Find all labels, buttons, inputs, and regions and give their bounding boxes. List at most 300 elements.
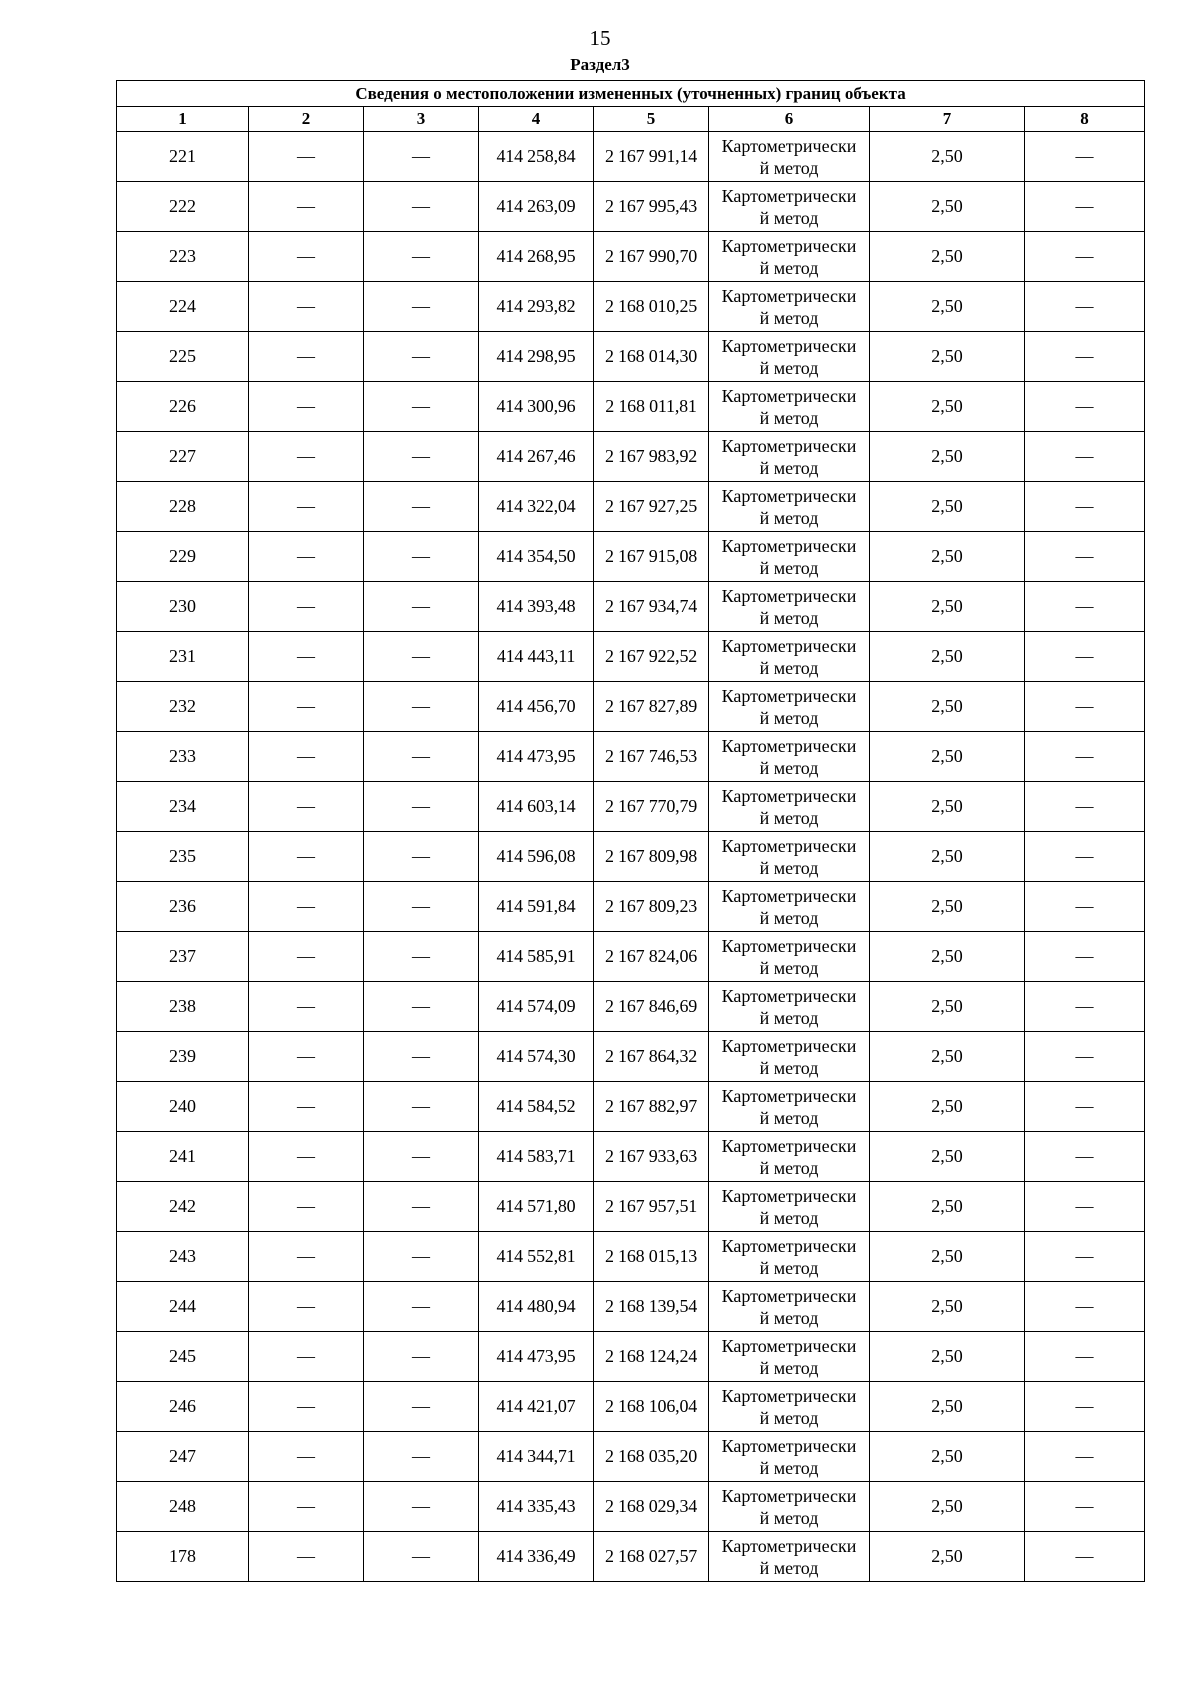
method-text-line-1: Картометрически <box>721 685 857 706</box>
coordinate-x-cell: 414 574,30 <box>479 1032 594 1082</box>
column-8-cell: — <box>1025 1382 1145 1432</box>
point-number-cell: 234 <box>117 782 249 832</box>
accuracy-cell: 2,50 <box>870 332 1025 382</box>
column-2-cell: — <box>249 882 364 932</box>
column-2-cell: — <box>249 632 364 682</box>
coordinate-x-cell: 414 344,71 <box>479 1432 594 1482</box>
method-text-line-1: Картометрически <box>721 1285 857 1306</box>
coordinate-y-cell: 2 167 882,97 <box>594 1082 709 1132</box>
coordinate-y-cell: 2 168 106,04 <box>594 1382 709 1432</box>
method-text-line-2: й метод <box>759 707 819 728</box>
coordinate-x-cell: 414 596,08 <box>479 832 594 882</box>
coordinate-y-cell: 2 167 927,25 <box>594 482 709 532</box>
accuracy-cell: 2,50 <box>870 1482 1025 1532</box>
method-text-line-1: Картометрически <box>721 485 857 506</box>
accuracy-cell: 2,50 <box>870 932 1025 982</box>
method-cell <box>709 732 870 782</box>
accuracy-cell: 2,50 <box>870 982 1025 1032</box>
column-8-cell: — <box>1025 782 1145 832</box>
method-text-line-1: Картометрически <box>721 135 857 156</box>
table-row <box>117 582 1145 632</box>
coordinate-y-cell: 2 167 864,32 <box>594 1032 709 1082</box>
method-text-line-2: й метод <box>759 457 819 478</box>
column-3-cell: — <box>364 1282 479 1332</box>
column-8-cell: — <box>1025 332 1145 382</box>
column-8-cell: — <box>1025 932 1145 982</box>
accuracy-cell: 2,50 <box>870 1432 1025 1482</box>
method-text-line-2: й метод <box>759 1207 819 1228</box>
coordinate-y-cell: 2 167 990,70 <box>594 232 709 282</box>
method-text-line-1: Картометрически <box>721 285 857 306</box>
method-text-line-1: Картометрически <box>721 385 857 406</box>
column-3-cell: — <box>364 882 479 932</box>
table-row <box>117 132 1145 182</box>
point-number-cell: 225 <box>117 332 249 382</box>
point-number-cell: 245 <box>117 1332 249 1382</box>
method-text-line-2: й метод <box>759 507 819 528</box>
accuracy-cell: 2,50 <box>870 232 1025 282</box>
method-cell <box>709 432 870 482</box>
point-number-cell: 233 <box>117 732 249 782</box>
column-2-cell: — <box>249 282 364 332</box>
method-cell <box>709 1032 870 1082</box>
method-text-line-1: Картометрически <box>721 1435 857 1456</box>
table-row <box>117 382 1145 432</box>
column-2-cell: — <box>249 782 364 832</box>
table-row <box>117 232 1145 282</box>
method-text-line-1: Картометрически <box>721 635 857 656</box>
column-8-cell: — <box>1025 232 1145 282</box>
accuracy-cell: 2,50 <box>870 832 1025 882</box>
method-text-line-2: й метод <box>759 257 819 278</box>
column-2-cell: — <box>249 532 364 582</box>
method-text-line-2: й метод <box>759 157 819 178</box>
accuracy-cell: 2,50 <box>870 1032 1025 1082</box>
coordinate-y-cell: 2 167 983,92 <box>594 432 709 482</box>
column-8-cell: — <box>1025 632 1145 682</box>
method-cell <box>709 332 870 382</box>
table-row <box>117 982 1145 1032</box>
point-number-cell: 240 <box>117 1082 249 1132</box>
column-2-cell: — <box>249 982 364 1032</box>
point-number-cell: 241 <box>117 1132 249 1182</box>
coordinate-x-cell: 414 421,07 <box>479 1382 594 1432</box>
method-cell <box>709 582 870 632</box>
coordinate-y-cell: 2 167 746,53 <box>594 732 709 782</box>
column-2-cell: — <box>249 1082 364 1132</box>
column-3-cell: — <box>364 332 479 382</box>
method-cell <box>709 1282 870 1332</box>
point-number-cell: 246 <box>117 1382 249 1432</box>
column-8-cell: — <box>1025 532 1145 582</box>
column-8-cell: — <box>1025 1032 1145 1082</box>
column-8-cell: — <box>1025 1232 1145 1282</box>
point-number-cell: 228 <box>117 482 249 532</box>
method-text-line-2: й метод <box>759 607 819 628</box>
method-text-line-1: Картометрически <box>721 1335 857 1356</box>
point-number-cell: 227 <box>117 432 249 482</box>
method-text-line-2: й метод <box>759 407 819 428</box>
coordinate-x-cell: 414 268,95 <box>479 232 594 282</box>
point-number-cell: 178 <box>117 1532 249 1582</box>
column-3-cell: — <box>364 1182 479 1232</box>
column-2-cell: — <box>249 1332 364 1382</box>
table-body <box>117 132 1145 1582</box>
coordinate-x-cell: 414 571,80 <box>479 1182 594 1232</box>
method-text-line-1: Картометрически <box>721 1485 857 1506</box>
column-2-cell: — <box>249 232 364 282</box>
column-2-cell: — <box>249 382 364 432</box>
method-text-line-1: Картометрически <box>721 185 857 206</box>
column-8-cell: — <box>1025 1082 1145 1132</box>
table-row <box>117 1382 1145 1432</box>
column-number-header: 3 <box>364 107 479 132</box>
column-8-cell: — <box>1025 1432 1145 1482</box>
method-text-line-2: й метод <box>759 557 819 578</box>
column-8-cell: — <box>1025 1332 1145 1382</box>
coordinate-y-cell: 2 167 827,89 <box>594 682 709 732</box>
coordinate-x-cell: 414 585,91 <box>479 932 594 982</box>
table-row <box>117 332 1145 382</box>
boundary-coordinates-table <box>116 80 1145 1582</box>
table-row <box>117 432 1145 482</box>
coordinate-y-cell: 2 167 933,63 <box>594 1132 709 1182</box>
table-row <box>117 1532 1145 1582</box>
coordinate-x-cell: 414 322,04 <box>479 482 594 532</box>
accuracy-cell: 2,50 <box>870 782 1025 832</box>
point-number-cell: 242 <box>117 1182 249 1232</box>
method-text-line-1: Картометрически <box>721 1235 857 1256</box>
method-text-line-2: й метод <box>759 1257 819 1278</box>
method-text-line-2: й метод <box>759 207 819 228</box>
coordinate-x-cell: 414 293,82 <box>479 282 594 332</box>
method-text-line-1: Картометрически <box>721 985 857 1006</box>
column-8-cell: — <box>1025 482 1145 532</box>
column-8-cell: — <box>1025 382 1145 432</box>
method-text-line-2: й метод <box>759 1307 819 1328</box>
table-row <box>117 482 1145 532</box>
method-cell <box>709 982 870 1032</box>
point-number-cell: 230 <box>117 582 249 632</box>
point-number-cell: 236 <box>117 882 249 932</box>
method-text-line-2: й метод <box>759 357 819 378</box>
table-row <box>117 1282 1145 1332</box>
accuracy-cell: 2,50 <box>870 1232 1025 1282</box>
method-text-line-1: Картометрически <box>721 885 857 906</box>
method-cell <box>709 1082 870 1132</box>
column-number-header: 5 <box>594 107 709 132</box>
method-cell <box>709 132 870 182</box>
point-number-cell: 247 <box>117 1432 249 1482</box>
accuracy-cell: 2,50 <box>870 282 1025 332</box>
method-text-line-1: Картометрически <box>721 1535 857 1556</box>
column-3-cell: — <box>364 1132 479 1182</box>
column-3-cell: — <box>364 932 479 982</box>
page-number: 15 <box>589 26 611 50</box>
coordinate-y-cell: 2 168 124,24 <box>594 1332 709 1382</box>
column-3-cell: — <box>364 1032 479 1082</box>
column-2-cell: — <box>249 1282 364 1332</box>
column-3-cell: — <box>364 282 479 332</box>
coordinate-y-cell: 2 167 915,08 <box>594 532 709 582</box>
method-text-line-2: й метод <box>759 1357 819 1378</box>
accuracy-cell: 2,50 <box>870 632 1025 682</box>
method-cell <box>709 1382 870 1432</box>
point-number-cell: 244 <box>117 1282 249 1332</box>
coordinate-x-cell: 414 267,46 <box>479 432 594 482</box>
method-text-line-1: Картометрически <box>721 235 857 256</box>
column-2-cell: — <box>249 932 364 982</box>
column-2-cell: — <box>249 132 364 182</box>
coordinate-y-cell: 2 167 991,14 <box>594 132 709 182</box>
coordinate-x-cell: 414 473,95 <box>479 1332 594 1382</box>
table-row <box>117 1232 1145 1282</box>
table-row <box>117 1182 1145 1232</box>
column-number-header: 1 <box>117 107 249 132</box>
method-text-line-1: Картометрически <box>721 935 857 956</box>
table-row <box>117 682 1145 732</box>
coordinate-x-cell: 414 584,52 <box>479 1082 594 1132</box>
column-3-cell: — <box>364 232 479 282</box>
method-text-line-2: й метод <box>759 1407 819 1428</box>
method-text-line-2: й метод <box>759 807 819 828</box>
method-cell <box>709 632 870 682</box>
column-2-cell: — <box>249 1182 364 1232</box>
table-row <box>117 782 1145 832</box>
point-number-cell: 248 <box>117 1482 249 1532</box>
column-2-cell: — <box>249 1132 364 1182</box>
column-2-cell: — <box>249 1482 364 1532</box>
column-3-cell: — <box>364 1382 479 1432</box>
point-number-cell: 231 <box>117 632 249 682</box>
method-text-line-2: й метод <box>759 1107 819 1128</box>
method-cell <box>709 1532 870 1582</box>
column-2-cell: — <box>249 1532 364 1582</box>
column-2-cell: — <box>249 182 364 232</box>
column-3-cell: — <box>364 482 479 532</box>
point-number-cell: 224 <box>117 282 249 332</box>
coordinate-y-cell: 2 168 010,25 <box>594 282 709 332</box>
column-3-cell: — <box>364 132 479 182</box>
coordinate-y-cell: 2 167 995,43 <box>594 182 709 232</box>
column-2-cell: — <box>249 582 364 632</box>
accuracy-cell: 2,50 <box>870 1532 1025 1582</box>
column-2-cell: — <box>249 332 364 382</box>
column-3-cell: — <box>364 382 479 432</box>
coordinate-y-cell: 2 168 035,20 <box>594 1432 709 1482</box>
accuracy-cell: 2,50 <box>870 1282 1025 1332</box>
coordinate-x-cell: 414 335,43 <box>479 1482 594 1532</box>
coordinate-y-cell: 2 168 014,30 <box>594 332 709 382</box>
method-text-line-1: Картометрически <box>721 1185 857 1206</box>
point-number-cell: 238 <box>117 982 249 1032</box>
coordinate-x-cell: 414 300,96 <box>479 382 594 432</box>
coordinate-y-cell: 2 168 029,34 <box>594 1482 709 1532</box>
coordinate-y-cell: 2 167 934,74 <box>594 582 709 632</box>
method-text-line-1: Картометрически <box>721 335 857 356</box>
column-2-cell: — <box>249 682 364 732</box>
accuracy-cell: 2,50 <box>870 132 1025 182</box>
coordinate-y-cell: 2 167 922,52 <box>594 632 709 682</box>
table-row <box>117 1082 1145 1132</box>
method-text-line-2: й метод <box>759 1007 819 1028</box>
table-row <box>117 182 1145 232</box>
coordinate-x-cell: 414 336,49 <box>479 1532 594 1582</box>
table-row <box>117 932 1145 982</box>
method-text-line-2: й метод <box>759 307 819 328</box>
column-3-cell: — <box>364 1082 479 1132</box>
column-3-cell: — <box>364 432 479 482</box>
column-8-cell: — <box>1025 1482 1145 1532</box>
table-row <box>117 832 1145 882</box>
accuracy-cell: 2,50 <box>870 1382 1025 1432</box>
column-8-cell: — <box>1025 832 1145 882</box>
method-text-line-1: Картометрически <box>721 435 857 456</box>
column-3-cell: — <box>364 582 479 632</box>
point-number-cell: 235 <box>117 832 249 882</box>
method-cell <box>709 682 870 732</box>
coordinate-y-cell: 2 167 846,69 <box>594 982 709 1032</box>
table-row <box>117 882 1145 932</box>
column-number-header: 6 <box>709 107 870 132</box>
method-text-line-2: й метод <box>759 957 819 978</box>
method-cell <box>709 182 870 232</box>
table-row <box>117 1032 1145 1082</box>
method-cell <box>709 1482 870 1532</box>
column-3-cell: — <box>364 682 479 732</box>
method-cell <box>709 1432 870 1482</box>
accuracy-cell: 2,50 <box>870 432 1025 482</box>
point-number-cell: 239 <box>117 1032 249 1082</box>
accuracy-cell: 2,50 <box>870 1082 1025 1132</box>
coordinate-y-cell: 2 168 139,54 <box>594 1282 709 1332</box>
coordinate-x-cell: 414 456,70 <box>479 682 594 732</box>
column-2-cell: — <box>249 1232 364 1282</box>
table-row <box>117 1432 1145 1482</box>
column-number-header: 8 <box>1025 107 1145 132</box>
coordinate-x-cell: 414 298,95 <box>479 332 594 382</box>
coordinate-x-cell: 414 574,09 <box>479 982 594 1032</box>
coordinate-y-cell: 2 167 824,06 <box>594 932 709 982</box>
column-8-cell: — <box>1025 432 1145 482</box>
accuracy-cell: 2,50 <box>870 182 1025 232</box>
point-number-cell: 237 <box>117 932 249 982</box>
column-8-cell: — <box>1025 882 1145 932</box>
method-text-line-1: Картометрически <box>721 835 857 856</box>
method-cell <box>709 832 870 882</box>
coordinate-y-cell: 2 167 809,98 <box>594 832 709 882</box>
coordinate-y-cell: 2 168 011,81 <box>594 382 709 432</box>
method-text-line-1: Картометрически <box>721 1085 857 1106</box>
column-3-cell: — <box>364 732 479 782</box>
method-text-line-2: й метод <box>759 857 819 878</box>
coordinate-x-cell: 414 393,48 <box>479 582 594 632</box>
method-text-line-1: Картометрически <box>721 1135 857 1156</box>
method-cell <box>709 1232 870 1282</box>
coordinate-x-cell: 414 258,84 <box>479 132 594 182</box>
column-3-cell: — <box>364 1432 479 1482</box>
column-number-header: 2 <box>249 107 364 132</box>
coordinate-x-cell: 414 473,95 <box>479 732 594 782</box>
point-number-cell: 229 <box>117 532 249 582</box>
method-cell <box>709 532 870 582</box>
table-row <box>117 632 1145 682</box>
method-cell <box>709 482 870 532</box>
column-8-cell: — <box>1025 1182 1145 1232</box>
point-number-cell: 226 <box>117 382 249 432</box>
column-8-cell: — <box>1025 582 1145 632</box>
column-2-cell: — <box>249 732 364 782</box>
method-cell <box>709 1182 870 1232</box>
column-8-cell: — <box>1025 1132 1145 1182</box>
coordinate-x-cell: 414 354,50 <box>479 532 594 582</box>
point-number-cell: 221 <box>117 132 249 182</box>
method-cell <box>709 932 870 982</box>
accuracy-cell: 2,50 <box>870 1332 1025 1382</box>
coordinate-x-cell: 414 583,71 <box>479 1132 594 1182</box>
coordinate-y-cell: 2 168 015,13 <box>594 1232 709 1282</box>
method-cell <box>709 282 870 332</box>
accuracy-cell: 2,50 <box>870 882 1025 932</box>
coordinate-x-cell: 414 552,81 <box>479 1232 594 1282</box>
coordinate-y-cell: 2 167 770,79 <box>594 782 709 832</box>
method-text-line-2: й метод <box>759 1507 819 1528</box>
column-2-cell: — <box>249 482 364 532</box>
column-3-cell: — <box>364 832 479 882</box>
column-2-cell: — <box>249 1382 364 1432</box>
point-number-cell: 243 <box>117 1232 249 1282</box>
coordinate-x-cell: 414 591,84 <box>479 882 594 932</box>
column-8-cell: — <box>1025 982 1145 1032</box>
method-cell <box>709 782 870 832</box>
accuracy-cell: 2,50 <box>870 532 1025 582</box>
point-number-cell: 232 <box>117 682 249 732</box>
method-text-line-1: Картометрически <box>721 1035 857 1056</box>
column-number-row <box>117 107 1145 132</box>
method-cell <box>709 882 870 932</box>
table-row <box>117 532 1145 582</box>
method-text-line-1: Картометрически <box>721 535 857 556</box>
accuracy-cell: 2,50 <box>870 382 1025 432</box>
accuracy-cell: 2,50 <box>870 682 1025 732</box>
table-row <box>117 1482 1145 1532</box>
method-cell <box>709 1332 870 1382</box>
method-cell <box>709 382 870 432</box>
method-text-line-2: й метод <box>759 1457 819 1478</box>
column-2-cell: — <box>249 1432 364 1482</box>
method-cell <box>709 1132 870 1182</box>
column-3-cell: — <box>364 982 479 1032</box>
coordinate-x-cell: 414 443,11 <box>479 632 594 682</box>
column-3-cell: — <box>364 632 479 682</box>
accuracy-cell: 2,50 <box>870 732 1025 782</box>
point-number-cell: 223 <box>117 232 249 282</box>
column-8-cell: — <box>1025 132 1145 182</box>
column-8-cell: — <box>1025 282 1145 332</box>
column-3-cell: — <box>364 1332 479 1382</box>
point-number-cell: 222 <box>117 182 249 232</box>
method-text-line-1: Картометрически <box>721 1385 857 1406</box>
column-8-cell: — <box>1025 1532 1145 1582</box>
column-3-cell: — <box>364 1532 479 1582</box>
column-3-cell: — <box>364 782 479 832</box>
method-text-line-2: й метод <box>759 657 819 678</box>
coordinate-y-cell: 2 168 027,57 <box>594 1532 709 1582</box>
accuracy-cell: 2,50 <box>870 1182 1025 1232</box>
table-row <box>117 282 1145 332</box>
column-3-cell: — <box>364 182 479 232</box>
method-text-line-2: й метод <box>759 757 819 778</box>
